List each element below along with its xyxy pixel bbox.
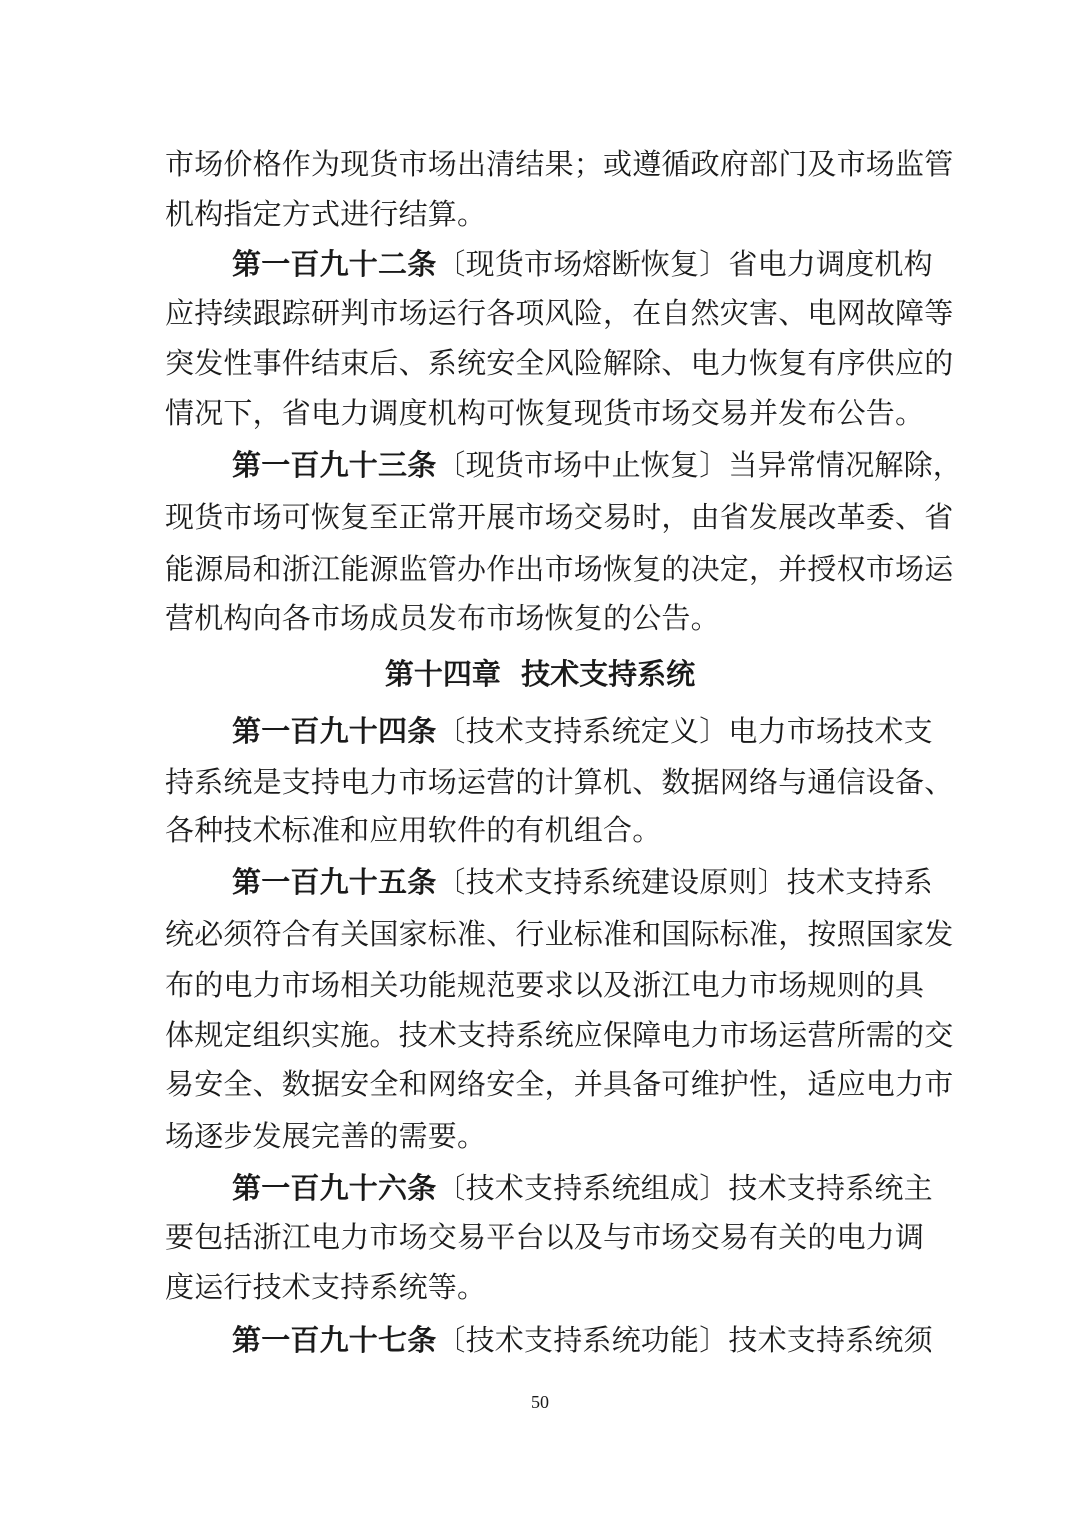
body-text-line: 市场价格作为现货市场出清结果；或遵循政府部门及市场监管 — [165, 147, 954, 181]
body-text-line: 现货市场可恢复至正常开展市场交易时，由省发展改革委、省 — [165, 500, 954, 534]
article-heading: 第一百九十四条 — [232, 714, 437, 748]
article-first-line — [232, 857, 933, 907]
article-text: 〔技术支持系统定义〕电力市场技术支 — [436, 714, 933, 748]
body-text-line: 应持续跟踪研判市场运行各项风险，在自然灾害、电网故障等 — [165, 296, 954, 330]
article-first-line — [232, 706, 933, 756]
article-heading: 第一百九十七条 — [232, 1323, 437, 1357]
article-heading: 第一百九十六条 — [232, 1171, 437, 1205]
article-heading: 第一百九十五条 — [232, 865, 437, 899]
article-text: 〔现货市场熔断恢复〕省电力调度机构 — [436, 247, 933, 281]
page-number: 50 — [531, 1392, 549, 1412]
body-text-line: 能源局和浙江能源监管办作出市场恢复的决定，并授权市场运 — [165, 552, 954, 586]
article-first-line — [232, 1163, 933, 1213]
body-text-line: 统必须符合有关国家标准、行业标准和国际标准，按照国家发 — [165, 917, 954, 951]
body-text-line: 场逐步发展完善的需要。 — [165, 1119, 487, 1153]
body-text-line: 要包括浙江电力市场交易平台以及与市场交易有关的电力调 — [165, 1220, 925, 1254]
body-text-line: 易安全、数据安全和网络安全，并具备可维护性，适应电力市 — [165, 1067, 954, 1101]
article-text: 〔现货市场中止恢复〕当异常情况解除， — [436, 448, 963, 482]
article-text: 〔技术支持系统组成〕技术支持系统主 — [436, 1171, 933, 1205]
body-text-line: 突发性事件结束后、系统安全风险解除、电力恢复有序供应的 — [165, 346, 954, 380]
article-heading: 第一百九十二条 — [232, 247, 437, 281]
body-text-line: 体规定组织实施。技术支持系统应保障电力市场运营所需的交 — [165, 1018, 954, 1052]
body-text-line: 布的电力市场相关功能规范要求以及浙江电力市场规则的具 — [165, 968, 925, 1002]
body-text-line: 营机构向各市场成员发布市场恢复的公告。 — [165, 601, 720, 635]
article-text: 〔技术支持系统功能〕技术支持系统须 — [436, 1323, 933, 1357]
body-text-line: 机构指定方式进行结算。 — [165, 197, 487, 231]
article-first-line — [232, 440, 963, 490]
article-first-line — [232, 1315, 933, 1365]
article-text: 〔技术支持系统建设原则〕技术支持系 — [436, 865, 933, 899]
body-text-line: 情况下，省电力调度机构可恢复现货市场交易并发布公告。 — [165, 396, 925, 430]
body-text-line: 度运行技术支持系统等。 — [165, 1270, 487, 1304]
article-first-line — [232, 239, 933, 289]
body-text-line: 各种技术标准和应用软件的有机组合。 — [165, 813, 662, 847]
body-text-line: 持系统是支持电力市场运营的计算机、数据网络与通信设备、 — [165, 765, 954, 799]
article-heading: 第一百九十三条 — [232, 448, 437, 482]
chapter-title: 第十四章 技术支持系统 — [384, 657, 696, 691]
